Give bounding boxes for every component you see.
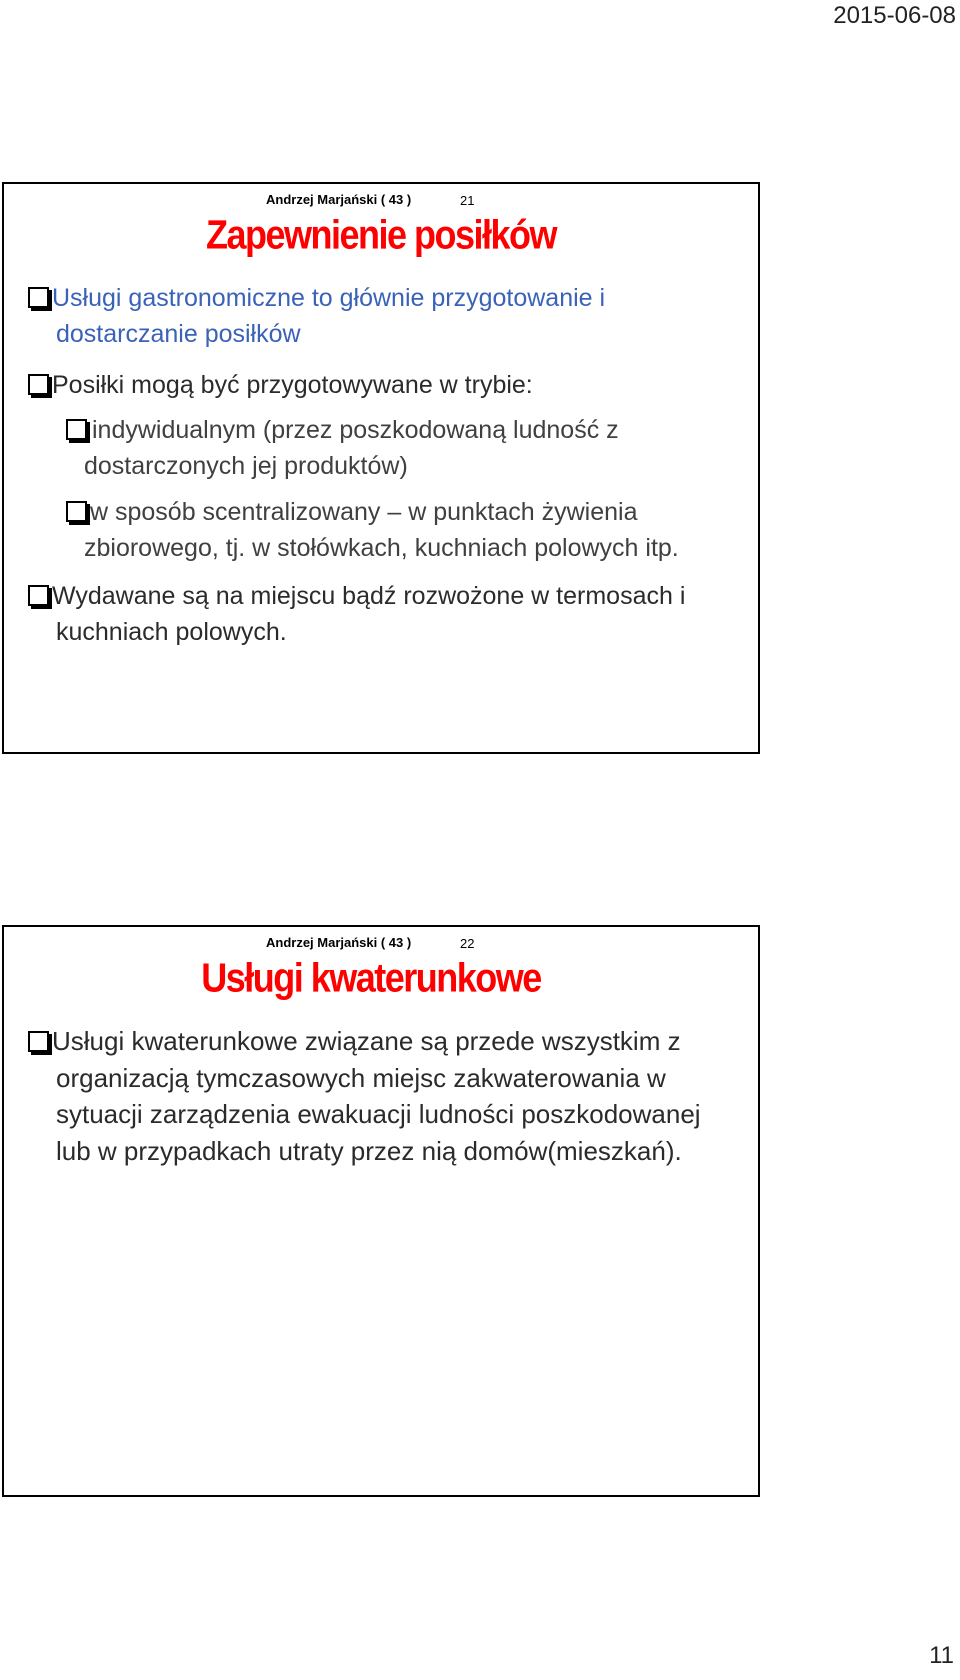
slide-title: Zapewnienie posiłków [205,211,557,258]
checkbox-bullet-icon [66,419,87,440]
checkbox-bullet-icon [28,287,49,308]
checkbox-bullet-icon [28,374,49,395]
bullet-item [26,367,533,403]
bullet-text: kuchniach polowych. [56,618,287,646]
slide-number: 21 [460,193,475,208]
slide-author-header: Andrzej Marjański ( 43 ) [266,192,412,207]
bullet-text: dostarczanie posiłków [56,320,301,348]
bullet-item [64,412,619,484]
bullet-text: zbiorowego, tj. w stołówkach, kuchniach polowych itp. [84,534,679,562]
bullet-item [26,1023,701,1169]
slide-number: 22 [460,936,475,951]
slide-title: Usługi kwaterunkowe [201,954,541,1001]
bullet-text: sytuacji zarządzenia ewakuacji ludności poszkodowanej [56,1099,701,1129]
bullet-text: Usługi gastronomiczne to głównie przygotowanie i [52,284,606,312]
page-date: 2015-06-08 [833,2,956,29]
checkbox-bullet-icon [66,501,87,522]
bullet-text: Posiłki mogą być przygotowywane w trybie: [52,371,533,399]
checkbox-bullet-icon [28,585,49,606]
checkbox-bullet-icon [28,1031,49,1052]
bullet-text: indywidualnym (przez poszkodowaną ludność z [92,416,619,444]
slide-21 [2,182,760,754]
bullet-text: dostarczonych jej produktów) [84,452,408,480]
bullet-text: lub w przypadkach utraty przez nią domów(mieszkań). [56,1135,682,1166]
page-number: 11 [929,1642,954,1669]
bullet-item [26,280,605,352]
bullet-item [26,578,685,650]
bullet-text: Usługi kwaterunkowe związane są przede wszystkim z [52,1026,681,1056]
slide-22 [2,925,760,1497]
bullet-text: Wydawane są na miejscu bądź rozwożone w termosach i [52,582,686,610]
bullet-text: organizacją tymczasowych miejsc zakwaterowania w [56,1062,666,1093]
bullet-text: w sposób scentralizowany – w punktach żywienia [90,498,638,526]
bullet-item [64,494,679,566]
slide-author-header: Andrzej Marjański ( 43 ) [266,935,412,950]
